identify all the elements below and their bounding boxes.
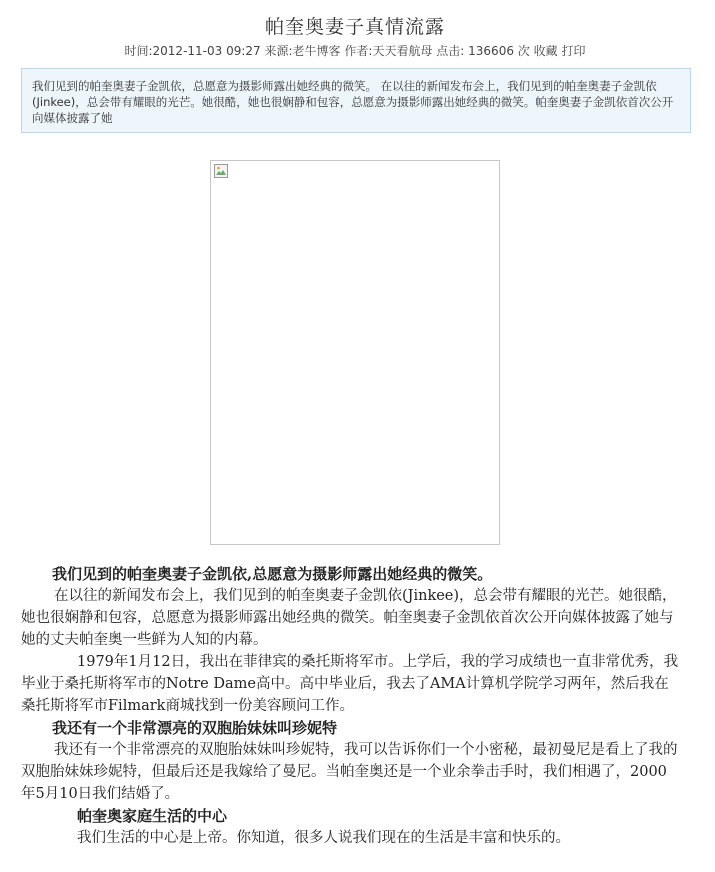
author-label: 作者: [344,44,373,58]
article-heading-1: 我们见到的帕奎奥妻子金凯依,总愿意为摄影师露出她经典的微笑。 [52,565,493,583]
favorite-link[interactable]: 收藏 [533,44,558,58]
hits-value: 136606 [468,44,514,58]
article-photo [210,160,500,545]
article-meta [0,42,710,59]
hits-unit: 次 [517,44,530,58]
broken-image-icon [214,164,228,178]
source-label: 来源: [264,44,293,58]
article-heading-2: 我还有一个非常漂亮的双胞胎妹妹叫珍妮特 [52,719,338,737]
source-value: 老牛博客 [292,44,341,58]
article-paragraph-4: 我们生活的中心是上帝。你知道，很多人说我们现在的生活是丰富和快乐的。 [77,830,570,846]
author-value: 天天看航母 [372,44,433,58]
article-body [21,563,681,849]
article-heading-3: 帕奎奥家庭生活的中心 [77,807,228,825]
time-label: 时间: [124,44,153,58]
print-link[interactable]: 打印 [561,44,586,58]
article-paragraph-3: 我还有一个非常漂亮的双胞胎妹妹叫珍妮特，我可以告诉你们一个小密秘，最初曼尼是看上了我的双胞胎妹妹珍妮特，但最后还是我嫁给了曼尼。当帕奎奥还是一个业余拳击手时，我们相遇了，2000年5月10日我们结婚了。 [21,742,678,802]
article-summary: 我们见到的帕奎奥妻子金凯依，总愿意为摄影师露出她经典的微笑。 在以往的新闻发布会上，我们见到的帕奎奥妻子金凯依 (Jinkee)，总会带有耀眼的光芒。她很酷，她也很娴静和包容，总愿意为摄影师露出她经典的微笑。帕奎奥妻子金凯依首次公开向媒体披露了她 [21,68,691,133]
hits-label: 点击: [436,44,465,58]
article-paragraph-2: 1979年1月12日，我出在菲律宾的桑托斯将军市。上学后，我的学习成绩也一直非常优秀，我毕业于桑托斯将军市的Notre Dame高中。高中毕业后，我去了AMA计算机学院学习两年，然后我在桑托斯将军市Filmark商城找到一份美容顾问工作。 [21,654,679,714]
article-title: 帕奎奥妻子真情流露 [264,16,445,38]
article-paragraph-1: 在以往的新闻发布会上，我们见到的帕奎奥妻子金凯依(Jinkee)，总会带有耀眼的光芒。她很酷，她也很娴静和包容，总愿意为摄影师露出她经典的微笑。帕奎奥妻子金凯依首次公开向媒体披露了她与她的丈夫帕奎奥一些鲜为人知的内幕。 [21,588,677,648]
time-value: 2012-11-03 09:27 [152,44,261,58]
